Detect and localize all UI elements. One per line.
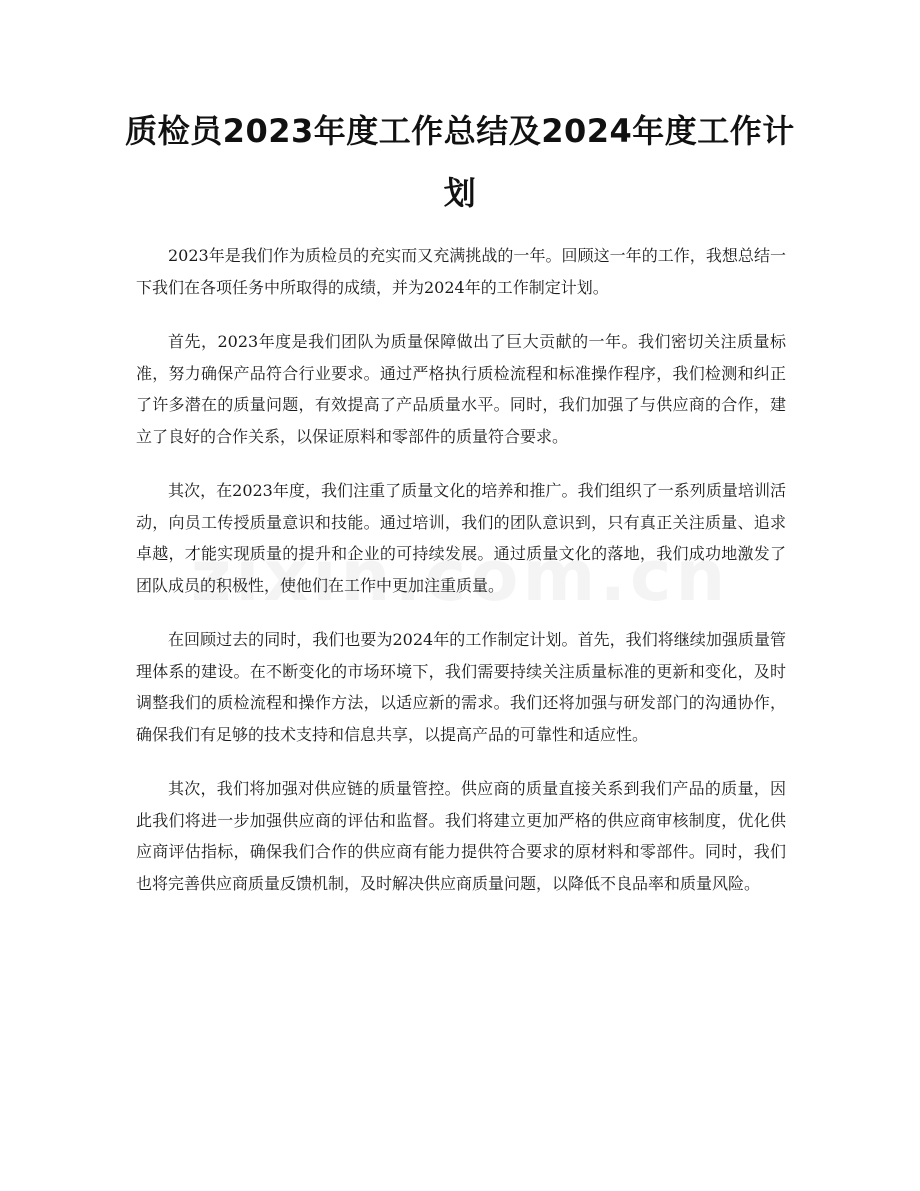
paragraph-1: 2023年是我们作为质检员的充实而又充满挑战的一年。回顾这一年的工作，我想总结一下我们在各项任务中所取得的成绩，并为2024年的工作制定计划。 [136, 246, 786, 297]
document-body [136, 240, 786, 922]
document-title: 质检员2023年度工作总结及2024年度工作计划 [125, 112, 795, 212]
paragraph-3: 其次，在2023年度，我们注重了质量文化的培养和推广。我们组织了一系列质量培训活动，向员工传授质量意识和技能。通过培训，我们的团队意识到，只有真正关注质量、追求卓越，才能实现质量的提升和企业的可持续发展。通过质量文化的落地，我们成功地激发了团队成员的积极性，使他们在工作中更加注重质量。 [136, 481, 786, 595]
paragraph-5: 其次，我们将加强对供应链的质量管控。供应商的质量直接关系到我们产品的质量，因此我们将进一步加强供应商的评估和监督。我们将建立更加严格的供应商审核制度，优化供应商评估指标，确保我们合作的供应商有能力提供符合要求的原材料和零部件。同时，我们也将完善供应商质量反馈机制，及时解决供应商质量问题，以降低不良品率和质量风险。 [136, 779, 786, 893]
paragraph-4: 在回顾过去的同时，我们也要为2024年的工作制定计划。首先，我们将继续加强质量管理体系的建设。在不断变化的市场环境下，我们需要持续关注质量标准的更新和变化，及时调整我们的质检流程和操作方法，以适应新的需求。我们还将加强与研发部门的沟通协作，确保我们有足够的技术支持和信息共享，以提高产品的可靠性和适应性。 [136, 630, 786, 744]
paragraph-2: 首先，2023年度是我们团队为质量保障做出了巨大贡献的一年。我们密切关注质量标准，努力确保产品符合行业要求。通过严格执行质检流程和标准操作程序，我们检测和纠正了许多潜在的质量问题，有效提高了产品质量水平。同时，我们加强了与供应商的合作，建立了良好的合作关系，以保证原料和零部件的质量符合要求。 [136, 332, 786, 446]
